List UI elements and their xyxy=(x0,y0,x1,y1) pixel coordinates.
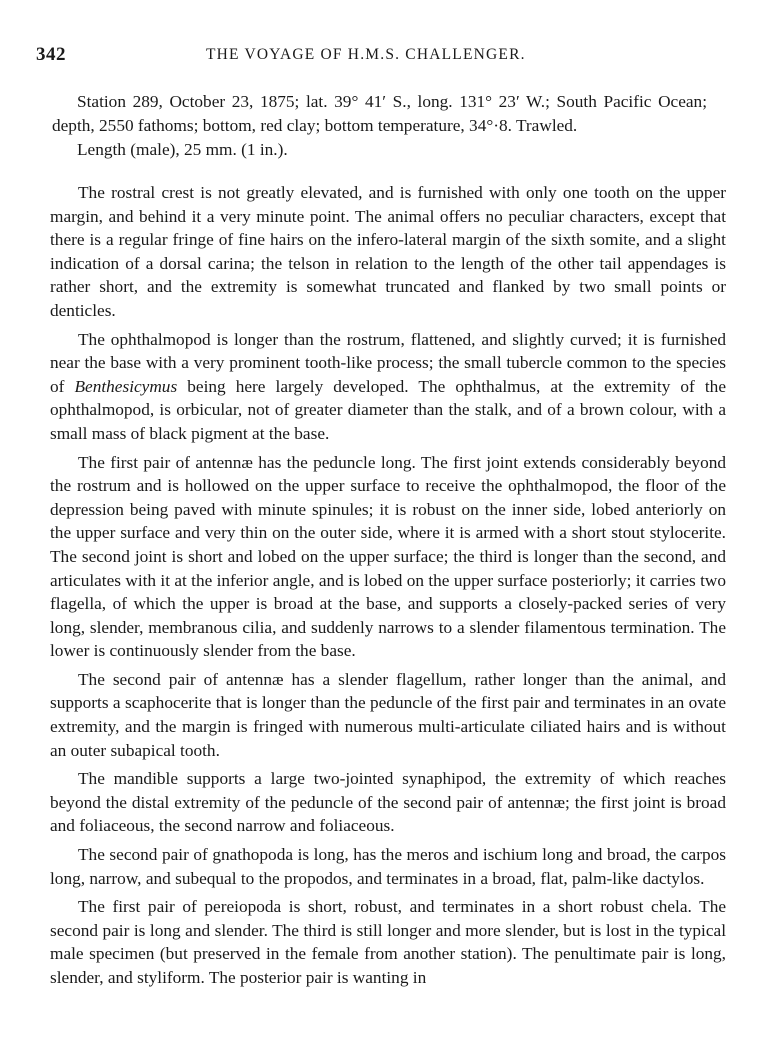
paragraph-ophthalmopod xyxy=(50,328,726,446)
running-head xyxy=(36,44,736,68)
genus-name: Benthesicymus xyxy=(74,376,178,396)
paragraph-pereiopoda: The first pair of pereiopoda is short, robust, and terminates in a short robust chela. The second pair is long and slender. The third is still longer and more slender, but is lost in the typical male specimen (but preserved in the female from another station). The penultimate pair is long, slender, and styliform. The posterior pair is wanting in xyxy=(50,897,726,987)
paragraph-ophthalmopod-part-2: being here largely developed. The ophthalmus, at the extremity of the ophthalmopod, is orbicular, not of greater diameter than the stalk, and of a brown colour, with a small mass of black pigment at the base. xyxy=(50,376,726,443)
page-number: 342 xyxy=(36,44,66,65)
running-title: THE VOYAGE OF H.M.S. CHALLENGER. xyxy=(206,46,526,63)
paragraph-second-antennae: The second pair of antennæ has a slender flagellum, rather longer than the animal, and supports a scaphocerite that is longer than the peduncle of the first pair and terminates in an ovate extremity, and the margin is fringed with numerous multi-articulate ciliated hairs and is without an outer subapical tooth. xyxy=(50,669,726,760)
description-body xyxy=(50,181,726,995)
station-details: Station 289, October 23, 1875; lat. 39° 41′ S., long. 131° 23′ W.; South Pacific Ocean; depth, 2550 fathoms; bottom, red clay; bottom temperature, 34°·8. Trawled. xyxy=(52,92,707,135)
paragraph-mandible: The mandible supports a large two-jointed synaphipod, the extremity of which reaches beyond the distal extremity of the peduncle of the second pair of antennæ; the first joint is broad and foliaceous, the second narrow and foliaceous. xyxy=(50,769,726,836)
paragraph-gnathopoda: The second pair of gnathopoda is long, has the meros and ischium long and broad, the carpos long, narrow, and subequal to the propodos, and terminates in a broad, flat, palm-like dactylos. xyxy=(50,845,726,888)
paragraph-first-antennae: The first pair of antennæ has the peduncle long. The first joint extends considerably beyond the rostrum and is hollowed on the upper surface to receive the ophthalmopod, the floor of the depression being paved with minute spinules; it is robust on the inner side, lobed anteriorly on the upper surface and very thin on the outer side, where it is armed with a short stout stylocerite. The second joint is short and lobed on the upper surface; the third is longer than the second, and articulates with it at the inferior angle, and is lobed on the upper surface posteriorly; it carries two flagella, of which the upper is broad at the base, and supports a closely-packed series of very long, slender, membranous cilia, and suddenly narrows to a slender filamentous termination. The lower is continuously slender from the base. xyxy=(50,452,726,661)
specimen-length: Length (male), 25 mm. (1 in.). xyxy=(77,140,288,159)
station-record xyxy=(27,90,707,138)
paragraph-rostral-crest: The rostral crest is not greatly elevated, and is furnished with only one tooth on the upper margin, and behind it a very minute point. The animal offers no peculiar characters, except that there is a regular fringe of fine hairs on the infero-lateral margin of the sixth somite, and a slight indication of a dorsal carina; the telson in relation to the length of the other tail appendages is rather short, and the extremity is somewhat truncated and flanked by two small points or denticles. xyxy=(50,183,726,320)
paragraph-ophthalmopod-part-1: The ophthalmopod is longer than the rostrum, flattened, and slightly curved; it is furnished near the base with a very prominent tooth-like process; the small tubercle common to the species of xyxy=(50,329,726,396)
